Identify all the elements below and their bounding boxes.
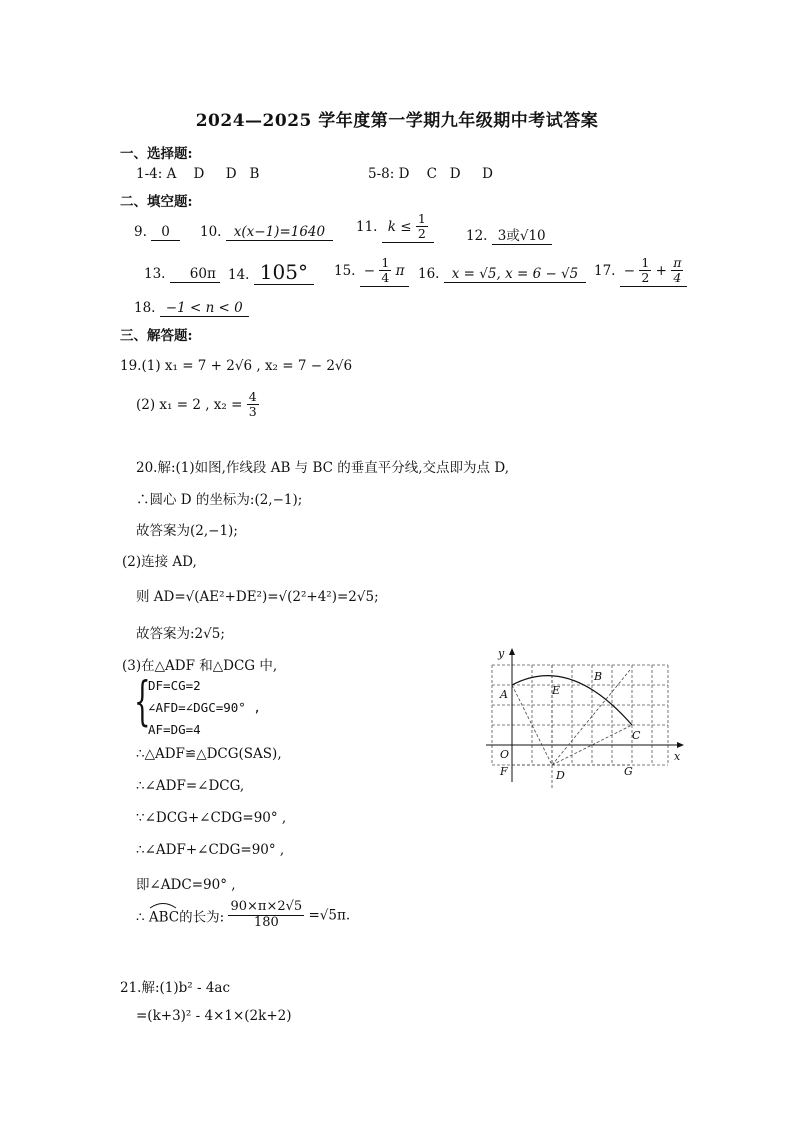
arc-frac-num: 90×π×2√5 bbox=[230, 899, 303, 914]
q19-part2-text: (2) x₁ = 2 , x₂ = bbox=[136, 396, 243, 413]
label-x: x bbox=[674, 750, 681, 763]
figure-labels bbox=[497, 647, 681, 782]
q17-frac1-num: 1 bbox=[641, 255, 650, 270]
q15-number: 15. bbox=[334, 262, 356, 279]
label-g: G bbox=[624, 765, 633, 778]
fill-q18 bbox=[134, 300, 249, 317]
choice-row-2 bbox=[368, 166, 493, 182]
q19-fraction bbox=[247, 390, 259, 420]
label-c: C bbox=[632, 729, 641, 742]
choice-row-1 bbox=[136, 166, 259, 182]
choice-row-2-answers: D C D D bbox=[398, 166, 493, 182]
q13-number: 13. bbox=[144, 266, 166, 282]
arc-symbol bbox=[148, 899, 178, 909]
q11-frac-num: 1 bbox=[417, 211, 426, 226]
q14-answer: 105° bbox=[254, 260, 314, 285]
x-axis-arrow bbox=[677, 742, 684, 748]
q15-frac-den: 4 bbox=[381, 270, 390, 286]
q17-plus: + bbox=[655, 262, 667, 279]
q20-line-3: 故答案为(2,−1); bbox=[136, 523, 238, 539]
q19-frac-num: 4 bbox=[248, 389, 257, 404]
q9-number: 9. bbox=[134, 224, 147, 240]
fill-q14 bbox=[228, 260, 314, 285]
coordinate-figure bbox=[480, 642, 690, 790]
q20-line-2: ∴圆心 D 的坐标为:(2,−1); bbox=[136, 492, 303, 508]
label-d: D bbox=[556, 769, 565, 782]
q21-line-2: =(k+3)² - 4×1×(2k+2) bbox=[136, 1008, 292, 1024]
section-heading-fill: 二、填空题: bbox=[120, 194, 193, 210]
fill-q17 bbox=[594, 256, 687, 287]
fill-q9 bbox=[134, 224, 180, 241]
label-e: E bbox=[552, 684, 561, 697]
q15-pi: π bbox=[395, 262, 405, 279]
q12-answer: 3或√10 bbox=[492, 224, 552, 245]
choice-row-1-label: 1-4: bbox=[136, 166, 163, 182]
fill-q16 bbox=[418, 266, 586, 283]
q20-line-1: 20.解:(1)如图,作线段 AB 与 BC 的垂直平分线,交点即为点 D, bbox=[136, 460, 509, 476]
q19-part2 bbox=[136, 390, 259, 420]
q16-answer: x = √5, x = 6 − √5 bbox=[444, 266, 586, 283]
q20-line-12: 即∠ADC=90° , bbox=[136, 877, 236, 893]
q20-line-4: (2)连接 AD, bbox=[122, 554, 197, 570]
system-eq-3: AF=DG=4 bbox=[148, 722, 201, 737]
q17-frac2-num: π bbox=[673, 255, 682, 270]
system-eq-2: ∠AFD=∠DGC=90° , bbox=[148, 700, 261, 715]
q17-minus: − bbox=[623, 262, 636, 279]
q20-line-9: ∴∠ADF=∠DCG, bbox=[136, 778, 245, 794]
q21-line-1: 21.解:(1)b² - 4ac bbox=[120, 980, 231, 996]
q11-number: 11. bbox=[356, 218, 378, 235]
fill-q13 bbox=[144, 266, 220, 283]
system-brace: { bbox=[134, 672, 151, 732]
q12-number: 12. bbox=[466, 228, 488, 244]
q15-frac-num: 1 bbox=[381, 255, 390, 270]
arc-length-fraction bbox=[228, 900, 304, 931]
q20-line-7: (3)在△ADF 和△DCG 中, bbox=[122, 658, 278, 674]
q9-answer: 0 bbox=[151, 224, 180, 241]
fill-q15 bbox=[334, 256, 409, 287]
label-a: A bbox=[500, 688, 508, 701]
fill-q10 bbox=[200, 224, 333, 241]
q11-frac-den: 2 bbox=[417, 226, 426, 242]
q15-fraction bbox=[379, 256, 391, 286]
q10-number: 10. bbox=[200, 224, 222, 240]
q15-sign: − bbox=[363, 262, 376, 279]
q20-line-8: ∴△ADF≌△DCG(SAS), bbox=[136, 746, 282, 762]
q16-number: 16. bbox=[418, 266, 440, 282]
choice-row-2-label: 5-8: bbox=[368, 166, 395, 182]
fill-q12 bbox=[466, 224, 552, 245]
q11-fraction bbox=[416, 212, 428, 242]
arc-frac-den: 180 bbox=[253, 914, 279, 930]
q18-answer: −1 < n < 0 bbox=[160, 300, 249, 317]
q11-answer-prefix: k ≤ bbox=[387, 218, 412, 235]
q10-answer: x(x−1)=1640 bbox=[226, 224, 333, 241]
q20-line-6: 故答案为:2√5; bbox=[136, 626, 225, 642]
page-title: 2024—2025 学年度第一学期九年级期中考试答案 bbox=[195, 111, 599, 131]
choice-row-1-answers: A D D B bbox=[166, 166, 260, 182]
label-y: y bbox=[498, 647, 505, 660]
q19-part1: 19.(1) x₁ = 7 + 2√6 , x₂ = 7 − 2√6 bbox=[120, 358, 353, 374]
q18-number: 18. bbox=[134, 300, 156, 316]
arc-length-result: =√5π. bbox=[308, 907, 351, 924]
q17-number: 17. bbox=[594, 262, 616, 279]
q19-frac-den: 3 bbox=[248, 404, 257, 420]
q17-frac1-den: 2 bbox=[641, 270, 650, 286]
grid-lines bbox=[492, 665, 668, 765]
q20-line-11: ∴∠ADF+∠CDG=90° , bbox=[136, 842, 285, 858]
label-f: F bbox=[500, 765, 508, 778]
q14-number: 14. bbox=[228, 267, 250, 283]
y-axis-arrow bbox=[509, 648, 515, 655]
section-heading-choice: 一、选择题: bbox=[120, 146, 193, 162]
q17-frac2-den: 4 bbox=[673, 270, 682, 286]
section-heading-solve: 三、解答题: bbox=[120, 328, 193, 344]
q17-fraction-2 bbox=[671, 256, 683, 286]
fill-q11 bbox=[356, 212, 434, 243]
q13-answer: 60π bbox=[170, 266, 220, 283]
label-o: O bbox=[500, 748, 510, 761]
q20-line-5: 则 AD=√(AE²+DE²)=√(2²+4²)=2√5; bbox=[136, 589, 379, 605]
label-b: B bbox=[594, 670, 603, 683]
system-eq-1: DF=CG=2 bbox=[148, 678, 201, 693]
q20-line-10: ∵∠DCG+∠CDG=90° , bbox=[136, 810, 287, 826]
q17-fraction-1 bbox=[639, 256, 651, 286]
arc-length-label: ∴ ABC的长为: bbox=[136, 909, 225, 926]
